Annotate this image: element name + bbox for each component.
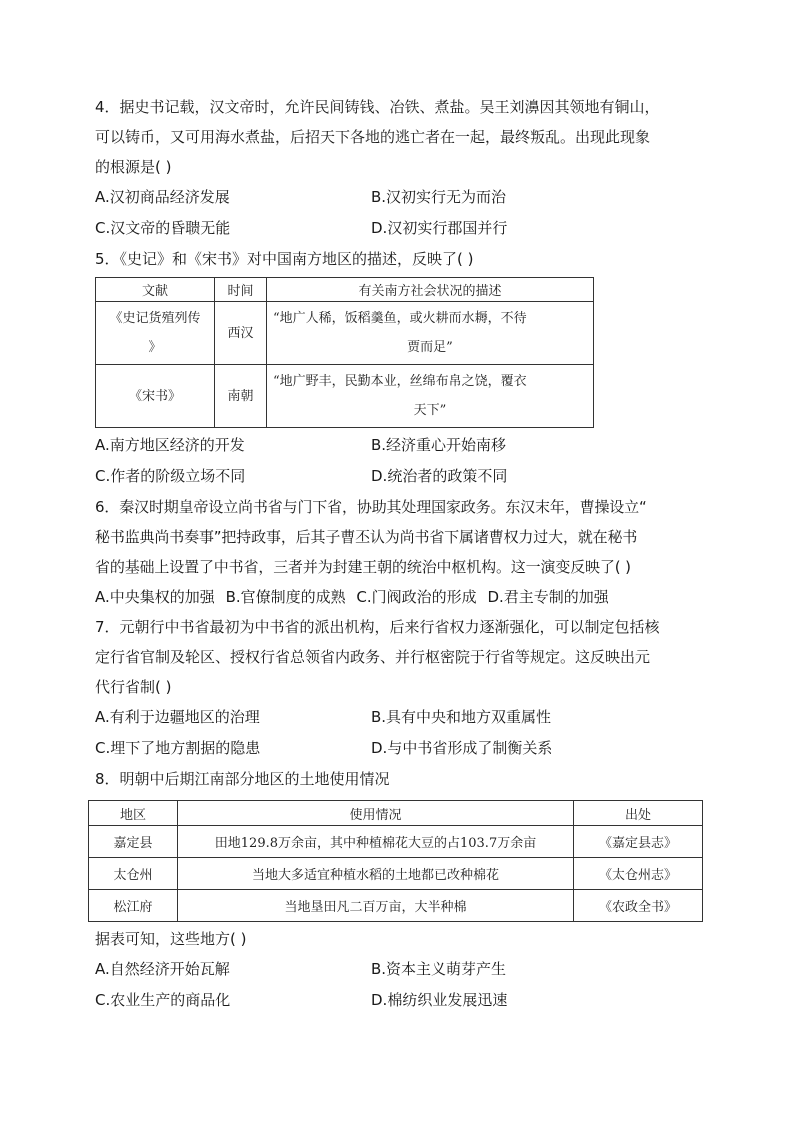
table-cell-region: 嘉定县	[89, 826, 178, 858]
option-a[interactable]: A.自然经济开始瓦解	[95, 960, 230, 978]
table-cell-usage: 当地大多适宜种植水稻的土地都已改种棉花	[178, 858, 574, 890]
table-header: 使用情况	[178, 801, 574, 826]
question-5	[95, 244, 705, 492]
table-row	[96, 365, 594, 428]
table-cell-time: 西汉	[215, 302, 267, 365]
question-stem: 5．《史记》和《宋书》对中国南方地区的描述，反映了( )	[95, 250, 474, 268]
table-cell-source: 《太仓州志》	[574, 858, 703, 890]
option-a[interactable]: A.南方地区经济的开发	[95, 436, 245, 454]
question-text-line: 可以铸币，又可用海水煮盐，后招天下各地的逃亡者在一起，最终叛乱。出现此现象	[95, 128, 651, 146]
table-cell-source: 《农政全书》	[574, 890, 703, 922]
source-table	[95, 277, 594, 428]
question-6	[95, 492, 705, 612]
option-b[interactable]: B.具有中央和地方双重属性	[371, 708, 552, 726]
table-row	[89, 826, 703, 858]
question-text-line: 4．据史书记载，汉文帝时，允许民间铸钱、冶铁、煮盐。吴王刘濞因其领地有铜山，	[95, 98, 660, 116]
option-a[interactable]: A.中央集权的加强	[95, 588, 215, 606]
exam-page	[95, 92, 705, 1016]
table-cell-source: 《嘉定县志》	[574, 826, 703, 858]
option-b[interactable]: B.汉初实行无为而治	[371, 188, 507, 206]
table-header: 时间	[215, 278, 267, 302]
table-header: 有关南方社会状况的描述	[267, 278, 594, 302]
question-stem: 8．明朝中后期江南部分地区的土地使用情况	[95, 770, 390, 788]
option-b[interactable]: B.经济重心开始南移	[371, 436, 507, 454]
question-text-line: 代行省制( )	[95, 678, 172, 696]
table-cell-region: 松江府	[89, 890, 178, 922]
question-4	[95, 92, 705, 244]
option-c[interactable]: C.门阀政治的形成	[356, 588, 477, 606]
question-8	[95, 764, 705, 1016]
table-header: 地区	[89, 801, 178, 826]
question-text-line: 秘书监典尚书奏事”把持政事，后其子曹丕认为尚书省下属诸曹权力过大，就在秘书	[95, 528, 638, 546]
table-cell-region: 太仓州	[89, 858, 178, 890]
land-use-table	[88, 800, 703, 922]
table-cell-description: “地广人稀，饭稻羹鱼，或火耕而水耨，不待 贾而足”	[267, 302, 594, 365]
table-row	[96, 302, 594, 365]
option-d[interactable]: D.棉纺织业发展迅速	[371, 991, 508, 1009]
table-cell-time: 南朝	[215, 365, 267, 428]
question-text-line: 定行省官制及轮区、授权行省总领省内政务、并行枢密院于行省等规定。这反映出元	[95, 648, 651, 666]
option-c[interactable]: C.汉文帝的昏聩无能	[95, 219, 231, 237]
question-text-line: 省的基础上设置了中书省，三者并为封建王朝的统治中枢机构。这一演变反映了( )	[95, 558, 631, 576]
table-header: 出处	[574, 801, 703, 826]
option-c[interactable]: C.埋下了地方割据的隐患	[95, 739, 261, 757]
option-b[interactable]: B.资本主义萌芽产生	[371, 960, 507, 978]
question-7	[95, 612, 705, 764]
option-d[interactable]: D.君主专制的加强	[487, 588, 609, 606]
table-row	[89, 890, 703, 922]
option-a[interactable]: A.汉初商品经济发展	[95, 188, 230, 206]
option-c[interactable]: C.农业生产的商品化	[95, 991, 231, 1009]
table-header: 文献	[96, 278, 215, 302]
table-cell-description: “地广野丰，民勤本业，丝绵布帛之饶，覆衣 天下”	[267, 365, 594, 428]
table-row	[89, 858, 703, 890]
question-text-line: 的根源是( )	[95, 158, 172, 176]
question-text-line: 7．元朝行中书省最初为中书省的派出机构，后来行省权力逐渐强化，可以制定包括核	[95, 618, 660, 636]
table-cell-usage: 当地垦田凡二百万亩，大半种棉	[178, 890, 574, 922]
option-b[interactable]: B.官僚制度的成熟	[225, 588, 346, 606]
option-d[interactable]: D.与中书省形成了制衡关系	[371, 739, 553, 757]
option-a[interactable]: A.有利于边疆地区的治理	[95, 708, 260, 726]
table-cell-source: 《宋书》	[96, 365, 215, 428]
option-d[interactable]: D.汉初实行郡国并行	[371, 219, 508, 237]
question-followup: 据表可知，这些地方( )	[95, 930, 247, 948]
option-c[interactable]: C.作者的阶级立场不同	[95, 467, 246, 485]
option-d[interactable]: D.统治者的政策不同	[371, 467, 508, 485]
table-cell-usage: 田地129.8万余亩，其中种植棉花大豆的占103.7万余亩	[178, 826, 574, 858]
table-cell-source: 《史记货殖列传 》	[96, 302, 215, 365]
question-text-line: 6．秦汉时期皇帝设立尚书省与门下省，协助其处理国家政务。东汉末年，曹操设立“	[95, 498, 647, 516]
